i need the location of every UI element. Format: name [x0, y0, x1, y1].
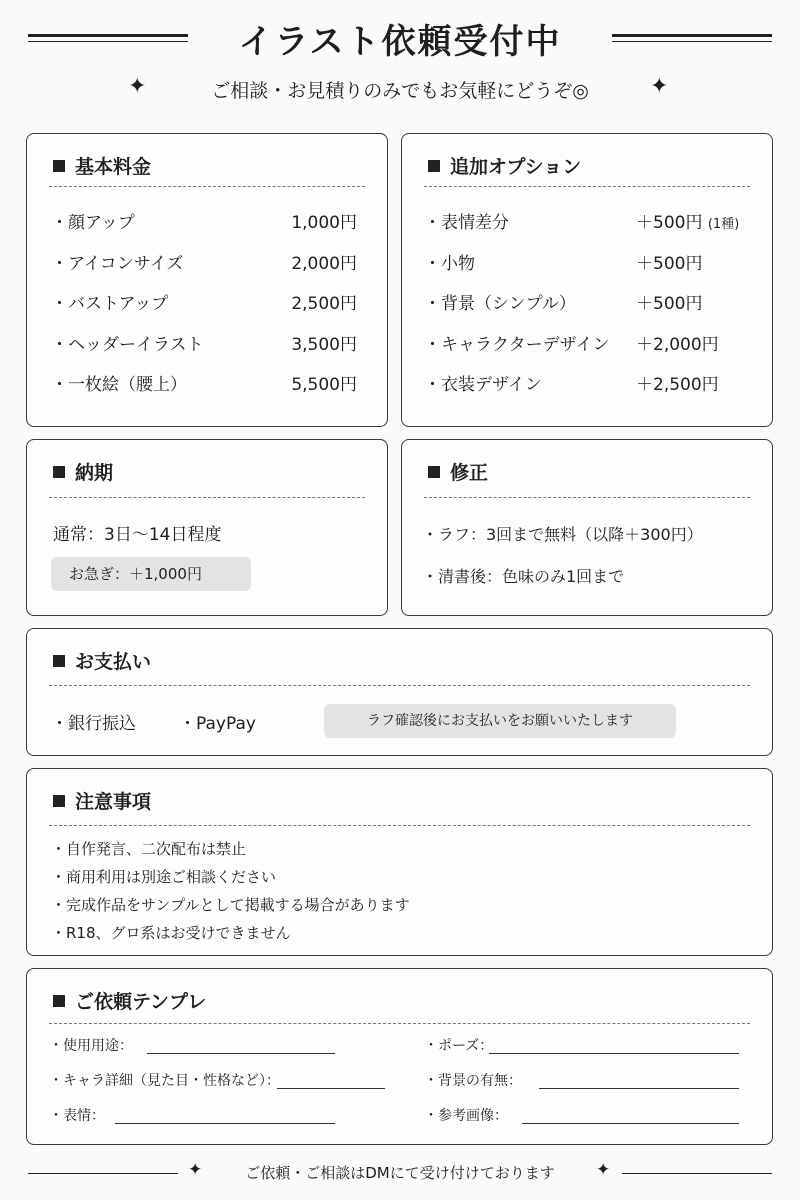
divider — [424, 186, 750, 187]
delivery-rush-badge: お急ぎ：＋1,000円 — [51, 557, 251, 591]
title-rule-right — [612, 34, 772, 37]
template-blank-line — [115, 1123, 335, 1124]
payment-card — [26, 628, 773, 756]
option-label: ・衣装デザイン — [424, 375, 542, 395]
payment-method: ・銀行振込 — [51, 714, 136, 734]
delivery-heading-text: 納期 — [75, 462, 114, 484]
revision-heading — [428, 458, 488, 485]
revision-card — [401, 439, 773, 616]
sparkle-icon: ✦ — [188, 1160, 203, 1180]
payment-note-badge: ラフ確認後にお支払いをお願いいたします — [324, 704, 676, 738]
delivery-heading — [53, 458, 113, 485]
revision-heading-text: 修正 — [450, 462, 489, 484]
divider — [49, 186, 365, 187]
square-bullet-icon — [53, 160, 65, 172]
caution-item: ・自作発言、二次配布は禁止 — [51, 840, 247, 858]
request-template-card — [26, 968, 773, 1145]
template-heading — [53, 987, 206, 1014]
price-item-label: ・ヘッダーイラスト — [51, 335, 204, 355]
sparkle-icon: ✦ — [128, 74, 147, 99]
template-field-label: ・使用用途： — [49, 1038, 133, 1054]
sparkle-icon: ✦ — [596, 1160, 611, 1180]
header — [0, 14, 800, 70]
options-heading — [428, 152, 581, 179]
caution-item: ・商用利用は別途ご相談ください — [51, 868, 277, 886]
caution-item: ・完成作品をサンプルとして掲載する場合があります — [51, 896, 410, 914]
template-field-label: ・表情： — [49, 1108, 105, 1124]
template-blank-line — [539, 1088, 739, 1089]
divider — [49, 497, 365, 498]
price-item-value: 3,500円 — [291, 335, 357, 355]
divider — [49, 1023, 750, 1024]
template-blank-line — [277, 1088, 385, 1089]
footer — [0, 1158, 800, 1188]
price-item-label: ・アイコンサイズ — [51, 254, 184, 274]
square-bullet-icon — [428, 466, 440, 478]
options-heading-text: 追加オプション — [450, 156, 582, 178]
price-item-label: ・顔アップ — [51, 213, 135, 233]
template-field-label: ・参考画像： — [424, 1108, 508, 1124]
price-item-value: 2,500円 — [291, 294, 357, 314]
delivery-normal: 通常：3日〜14日程度 — [53, 525, 222, 545]
basic-price-heading — [53, 152, 151, 179]
divider — [49, 685, 750, 686]
template-blank-line — [489, 1053, 739, 1054]
page-title: イラスト依頼受付中 — [238, 22, 562, 62]
square-bullet-icon — [53, 655, 65, 667]
option-label: ・背景（シンプル） — [424, 294, 576, 314]
revision-item: ・清書後：色味のみ1回まで — [422, 567, 625, 586]
template-field-label: ・キャラ詳細（見た目・性格など）： — [49, 1073, 280, 1089]
square-bullet-icon — [53, 995, 65, 1007]
delivery-card — [26, 439, 388, 616]
caution-heading-text: 注意事項 — [75, 791, 152, 813]
divider — [424, 497, 750, 498]
square-bullet-icon — [53, 795, 65, 807]
basic-price-heading-text: 基本料金 — [75, 156, 152, 178]
option-price — [636, 208, 739, 233]
price-item-value: 2,000円 — [291, 254, 357, 274]
template-field-label: ・ポーズ： — [424, 1038, 494, 1054]
square-bullet-icon — [53, 466, 65, 478]
price-item-value: 1,000円 — [291, 213, 357, 233]
price-item-label: ・バストアップ — [51, 294, 169, 314]
option-price: ＋2,500円 — [636, 375, 719, 395]
option-price-note: (1種) — [707, 217, 740, 232]
template-blank-line — [522, 1123, 739, 1124]
payment-heading-text: お支払い — [75, 651, 152, 673]
caution-card — [26, 768, 773, 956]
template-blank-line — [147, 1053, 335, 1054]
square-bullet-icon — [428, 160, 440, 172]
template-field-label: ・背景の有無： — [424, 1073, 522, 1089]
price-item-label: ・一枚絵（腰上） — [51, 375, 187, 395]
footer-rule-right — [622, 1173, 772, 1174]
option-price: ＋500円 — [636, 294, 703, 314]
caution-heading — [53, 787, 151, 814]
option-label: ・キャラクターデザイン — [424, 335, 610, 355]
payment-method: ・PayPay — [179, 714, 256, 734]
sparkle-icon: ✦ — [650, 74, 669, 99]
option-price: ＋2,000円 — [636, 335, 719, 355]
divider — [49, 825, 750, 826]
price-item-value: 5,500円 — [291, 375, 357, 395]
payment-heading — [53, 647, 151, 674]
option-price: ＋500円 — [636, 254, 703, 274]
title-rule-right-thin — [612, 41, 772, 42]
caution-item: ・R18、グロ系はお受けできません — [51, 924, 291, 942]
option-label: ・小物 — [424, 254, 475, 274]
options-card — [401, 133, 773, 427]
subtitle: ご相談・お見積りのみでもお気軽にどうぞ◎ — [211, 80, 589, 102]
template-heading-text: ご依頼テンプレ — [75, 991, 207, 1013]
basic-price-card — [26, 133, 388, 427]
revision-item: ・ラフ：3回まで無料（以降＋300円） — [422, 525, 703, 544]
footer-text: ご依頼・ご相談はDMにて受け付けております — [245, 1164, 555, 1182]
footer-rule-left — [28, 1173, 178, 1174]
subtitle-row — [0, 76, 800, 108]
option-price-text: ＋500円 — [636, 213, 703, 233]
option-label: ・表情差分 — [424, 213, 509, 233]
